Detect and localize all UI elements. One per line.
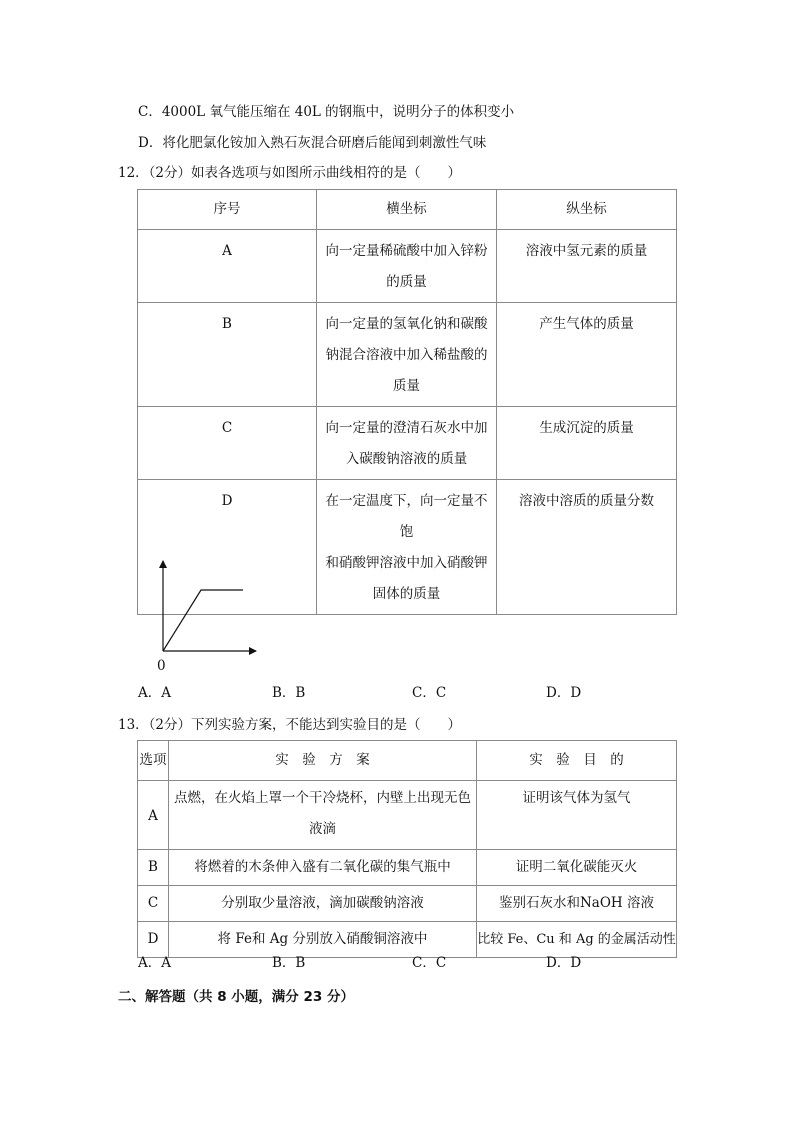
cell-line: 点燃，在火焰上罩一个干冷烧杯，内壁上出现无色 xyxy=(174,790,471,806)
q11-option-c: C．4000L 氧气能压缩在 40L 的钢瓶中，说明分子的体积变小 xyxy=(138,104,515,120)
cell-line: 向一定量的澄清石灰水中加 xyxy=(325,420,488,436)
table-row xyxy=(138,230,677,303)
rise-plateau-curve xyxy=(163,590,243,651)
table-row xyxy=(138,886,677,922)
table-header-row xyxy=(138,190,677,230)
row-id: B xyxy=(138,303,317,407)
row-id: A xyxy=(138,230,317,303)
row-id: C xyxy=(138,407,317,480)
cell-line: 向一定量稀硫酸中加入锌粉 xyxy=(325,243,488,259)
row-id: C xyxy=(138,886,169,922)
table-row xyxy=(138,850,677,886)
choice-d[interactable]: D．D xyxy=(546,955,582,971)
choice-d[interactable]: D．D xyxy=(546,685,582,701)
goal-cell: 比较 Fe、Cu 和 Ag 的金属活动性 xyxy=(477,922,677,958)
y-axis-cell: 溶液中氢元素的质量 xyxy=(497,230,677,303)
choice-a[interactable]: A．A xyxy=(138,685,171,701)
plan-cell xyxy=(169,850,477,886)
header-cell: 纵坐标 xyxy=(497,190,677,230)
cell-line: 将燃着的木条伸入盛有二氧化碳的集气瓶中 xyxy=(194,859,451,875)
table-row xyxy=(138,781,677,850)
q11-option-d: D．将化肥氯化铵加入熟石灰混合研磨后能闻到刺激性气味 xyxy=(138,135,487,151)
header-cell: 序号 xyxy=(138,190,317,230)
y-axis-cell: 产生气体的质量 xyxy=(497,303,677,407)
cell-line: 钠混合溶液中加入稀盐酸的 xyxy=(325,347,488,363)
x-axis-cell xyxy=(317,407,497,480)
cell-line: 的质量 xyxy=(386,274,427,290)
choice-a[interactable]: A．A xyxy=(138,955,171,971)
table-row xyxy=(138,303,677,407)
cell-line: 质量 xyxy=(393,378,420,394)
header-cell: 实 验 方 案 xyxy=(169,741,477,781)
table-row xyxy=(138,407,677,480)
choice-c[interactable]: C．C xyxy=(412,685,447,701)
header-cell: 实 验 目 的 xyxy=(477,741,677,781)
section-heading: 二、解答题（共 8 小题，满分 23 分） xyxy=(118,989,354,1005)
cell-line: 将 Fe和 Ag 分别放入硝酸铜溶液中 xyxy=(217,931,428,947)
table-header-row xyxy=(138,741,677,781)
q12-stem: 12．（2分）如表各选项与如图所示曲线相符的是（ ） xyxy=(118,165,462,181)
plan-cell xyxy=(169,781,477,850)
row-id: D xyxy=(138,480,317,615)
q13-table xyxy=(137,740,677,958)
x-axis-cell xyxy=(317,230,497,303)
cell-line: 分别取少量溶液，滴加碳酸钠溶液 xyxy=(221,895,424,911)
q12-table xyxy=(137,189,677,615)
q12-choices xyxy=(138,683,698,703)
x-axis-cell xyxy=(317,480,497,615)
plan-cell xyxy=(169,886,477,922)
cell-line: 液滴 xyxy=(309,821,336,837)
header-cell: 横坐标 xyxy=(317,190,497,230)
cell-line: 向一定量的氢氧化钠和碳酸 xyxy=(325,316,488,332)
row-id: D xyxy=(138,922,169,958)
header-cell: 选项 xyxy=(138,741,169,781)
goal-cell: 鉴别石灰水和NaOH 溶液 xyxy=(477,886,677,922)
cell-line: 在一定温度下，向一定量不饱 xyxy=(325,493,488,540)
cell-line: 固体的质量 xyxy=(372,586,441,602)
x-axis-cell xyxy=(317,303,497,407)
choice-b[interactable]: B．B xyxy=(272,955,306,971)
choice-c[interactable]: C．C xyxy=(412,955,447,971)
goal-cell: 证明该气体为氢气 xyxy=(477,781,677,850)
y-axis-cell: 溶液中溶质的质量分数 xyxy=(497,480,677,615)
row-id: A xyxy=(138,781,169,850)
curve-graph xyxy=(148,555,263,660)
cell-line: 入碳酸钠溶液的质量 xyxy=(345,451,468,467)
goal-cell: 证明二氧化碳能灭火 xyxy=(477,850,677,886)
origin-label: 0 xyxy=(157,658,166,674)
cell-line: 和硝酸钾溶液中加入硝酸钾 xyxy=(325,555,488,571)
y-axis-cell: 生成沉淀的质量 xyxy=(497,407,677,480)
choice-b[interactable]: B．B xyxy=(272,685,306,701)
q13-stem: 13．（2分）下列实验方案，不能达到实验目的是（ ） xyxy=(118,717,462,733)
row-id: B xyxy=(138,850,169,886)
q13-choices xyxy=(138,953,698,973)
